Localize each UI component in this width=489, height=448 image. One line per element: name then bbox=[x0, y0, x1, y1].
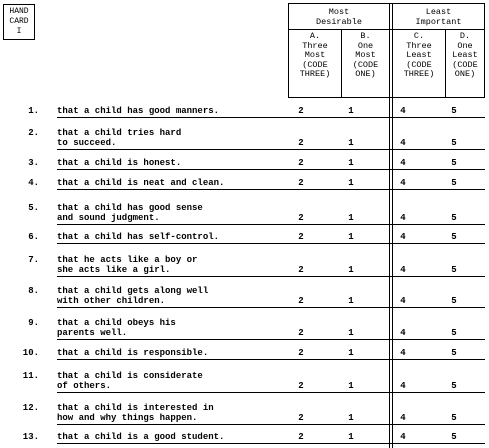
column-header-c bbox=[393, 32, 445, 80]
question-text bbox=[57, 371, 297, 391]
column-header-b bbox=[342, 32, 389, 80]
col-line: Three bbox=[302, 40, 328, 51]
code-value[interactable]: 4 bbox=[400, 213, 406, 223]
row-underline bbox=[57, 149, 485, 150]
col-line: D. bbox=[459, 31, 471, 41]
header-top-border bbox=[288, 3, 485, 4]
group-header-line: Least bbox=[425, 7, 452, 17]
row-underline bbox=[57, 276, 485, 277]
question-line: that a child is responsible. bbox=[57, 348, 209, 358]
row-number: 10. bbox=[22, 348, 39, 358]
code-value[interactable]: 1 bbox=[348, 138, 354, 148]
row-number: 4. bbox=[28, 178, 39, 188]
code-value[interactable]: 4 bbox=[400, 296, 406, 306]
code-value[interactable]: 2 bbox=[298, 158, 304, 168]
code-value[interactable]: 5 bbox=[451, 265, 457, 275]
code-value[interactable]: 4 bbox=[400, 432, 406, 442]
row-underline bbox=[57, 424, 485, 425]
question-text bbox=[57, 255, 297, 275]
code-value[interactable]: 1 bbox=[348, 265, 354, 275]
code-value[interactable]: 5 bbox=[451, 106, 457, 116]
code-value[interactable]: 1 bbox=[348, 432, 354, 442]
col-line: THREE) bbox=[299, 69, 331, 79]
question-text bbox=[57, 203, 297, 223]
row-underline bbox=[57, 339, 485, 340]
col-line: (CODE bbox=[302, 59, 328, 70]
row-number: 13. bbox=[22, 432, 39, 442]
code-value[interactable]: 2 bbox=[298, 296, 304, 306]
code-value[interactable]: 5 bbox=[451, 348, 457, 358]
question-line: that a child is neat and clean. bbox=[57, 178, 225, 188]
question-text bbox=[57, 348, 297, 358]
header-right-border bbox=[484, 3, 485, 98]
code-value[interactable]: 1 bbox=[348, 213, 354, 223]
row-underline bbox=[57, 392, 485, 393]
row-number: 7. bbox=[28, 255, 39, 265]
col-line: ONE) bbox=[454, 69, 476, 79]
code-value[interactable]: 1 bbox=[348, 413, 354, 423]
question-line: that a child has good manners. bbox=[57, 106, 220, 116]
code-value[interactable]: 4 bbox=[400, 381, 406, 391]
col-line: (CODE bbox=[406, 59, 432, 70]
code-value[interactable]: 4 bbox=[400, 106, 406, 116]
code-value[interactable]: 4 bbox=[400, 265, 406, 275]
col-line: C. bbox=[413, 31, 425, 41]
question-line: to succeed. bbox=[57, 138, 117, 148]
code-value[interactable]: 2 bbox=[298, 106, 304, 116]
col-line: Most bbox=[304, 50, 326, 60]
group-header-line: Most bbox=[328, 7, 350, 17]
question-line: parents well. bbox=[57, 328, 128, 338]
code-value[interactable]: 4 bbox=[400, 413, 406, 423]
code-value[interactable]: 2 bbox=[298, 232, 304, 242]
code-value[interactable]: 5 bbox=[451, 381, 457, 391]
question-line: that a child is a good student. bbox=[57, 432, 225, 442]
row-underline bbox=[57, 443, 485, 444]
col-line: (CODE bbox=[452, 59, 478, 70]
question-line: of others. bbox=[57, 381, 112, 391]
question-line: and sound judgment. bbox=[57, 213, 160, 223]
code-value[interactable]: 2 bbox=[298, 381, 304, 391]
col-line: THREE) bbox=[403, 69, 435, 79]
header-group-divider bbox=[288, 29, 485, 30]
code-value[interactable]: 1 bbox=[348, 178, 354, 188]
question-line: that a child is interested in bbox=[57, 403, 214, 413]
question-text bbox=[57, 106, 297, 116]
column-header-d bbox=[446, 32, 484, 80]
code-value[interactable]: 5 bbox=[451, 158, 457, 168]
col-line: Most bbox=[355, 50, 376, 60]
code-value[interactable]: 4 bbox=[400, 232, 406, 242]
code-value[interactable]: 2 bbox=[298, 265, 304, 275]
row-number: 11. bbox=[22, 371, 39, 381]
row-number: 1. bbox=[28, 106, 39, 116]
code-value[interactable]: 4 bbox=[400, 158, 406, 168]
code-value[interactable]: 5 bbox=[451, 232, 457, 242]
code-value[interactable]: 5 bbox=[451, 213, 457, 223]
group-header-line: Important bbox=[415, 17, 462, 27]
row-number: 3. bbox=[28, 158, 39, 168]
code-value[interactable]: 5 bbox=[451, 296, 457, 306]
group-header-line: Desirable bbox=[316, 17, 362, 27]
code-value[interactable]: 1 bbox=[348, 296, 354, 306]
group-header-least bbox=[393, 7, 484, 27]
question-text bbox=[57, 178, 297, 188]
code-value[interactable]: 5 bbox=[451, 413, 457, 423]
code-value[interactable]: 2 bbox=[298, 178, 304, 188]
col-line: A. bbox=[309, 31, 321, 41]
question-line: that a child has good sense bbox=[57, 203, 203, 213]
col-line: One bbox=[457, 40, 473, 51]
code-value[interactable]: 4 bbox=[400, 178, 406, 188]
code-value[interactable]: 2 bbox=[298, 413, 304, 423]
row-underline bbox=[57, 117, 485, 118]
code-value[interactable]: 5 bbox=[451, 138, 457, 148]
code-value[interactable]: 1 bbox=[348, 158, 354, 168]
question-line: that a child gets along well bbox=[57, 286, 209, 296]
question-line: that a child is considerate bbox=[57, 371, 203, 381]
center-divider-left bbox=[389, 3, 390, 448]
question-text bbox=[57, 403, 297, 423]
column-header-a bbox=[289, 32, 341, 80]
code-value[interactable]: 4 bbox=[400, 138, 406, 148]
row-number: 6. bbox=[28, 232, 39, 242]
question-line: that a child tries hard bbox=[57, 128, 182, 138]
hand-card-box bbox=[3, 4, 35, 40]
code-value[interactable]: 5 bbox=[451, 178, 457, 188]
row-number: 12. bbox=[22, 403, 39, 413]
hand-card-line: I bbox=[16, 27, 22, 36]
question-text bbox=[57, 286, 297, 306]
row-underline bbox=[57, 224, 485, 225]
question-line: that he acts like a boy or bbox=[57, 255, 198, 265]
col-line: ONE) bbox=[355, 69, 376, 79]
row-underline bbox=[57, 189, 485, 190]
code-value[interactable]: 2 bbox=[298, 348, 304, 358]
code-value[interactable]: 5 bbox=[451, 328, 457, 338]
group-header-most bbox=[289, 7, 389, 27]
col-line: Three bbox=[406, 40, 432, 51]
code-value[interactable]: 1 bbox=[348, 328, 354, 338]
code-value[interactable]: 4 bbox=[400, 348, 406, 358]
row-underline bbox=[57, 359, 485, 360]
row-underline bbox=[57, 307, 485, 308]
code-value[interactable]: 4 bbox=[400, 328, 406, 338]
question-line: with other children. bbox=[57, 296, 166, 306]
row-number: 8. bbox=[28, 286, 39, 296]
code-value[interactable]: 5 bbox=[451, 432, 457, 442]
question-line: that a child has self-control. bbox=[57, 232, 220, 242]
code-value[interactable]: 2 bbox=[298, 138, 304, 148]
col-line: (CODE bbox=[352, 59, 379, 70]
code-value[interactable]: 2 bbox=[298, 213, 304, 223]
code-value[interactable]: 2 bbox=[298, 432, 304, 442]
question-text bbox=[57, 158, 297, 168]
row-underline bbox=[57, 169, 485, 170]
row-number: 9. bbox=[28, 318, 39, 328]
row-number: 2. bbox=[28, 128, 39, 138]
question-line: she acts like a girl. bbox=[57, 265, 171, 275]
question-text bbox=[57, 232, 297, 242]
header-bottom-border bbox=[288, 97, 485, 98]
row-underline bbox=[57, 243, 485, 244]
hand-card-line: CARD bbox=[9, 17, 29, 26]
question-text bbox=[57, 128, 297, 148]
question-text bbox=[57, 318, 297, 338]
row-number: 5. bbox=[28, 203, 39, 213]
col-line: Least bbox=[452, 50, 478, 60]
col-line: One bbox=[357, 40, 374, 51]
code-value[interactable]: 2 bbox=[298, 328, 304, 338]
question-text bbox=[57, 432, 297, 442]
code-value[interactable]: 1 bbox=[348, 348, 354, 358]
col-line: Least bbox=[406, 50, 432, 60]
question-line: that a child is honest. bbox=[57, 158, 182, 168]
hand-card-line: HAND bbox=[9, 7, 29, 16]
question-line: how and why things happen. bbox=[57, 413, 198, 423]
code-value[interactable]: 1 bbox=[348, 381, 354, 391]
question-line: that a child obeys his bbox=[57, 318, 176, 328]
code-value[interactable]: 1 bbox=[348, 106, 354, 116]
code-value[interactable]: 1 bbox=[348, 232, 354, 242]
col-line: B. bbox=[360, 31, 371, 41]
